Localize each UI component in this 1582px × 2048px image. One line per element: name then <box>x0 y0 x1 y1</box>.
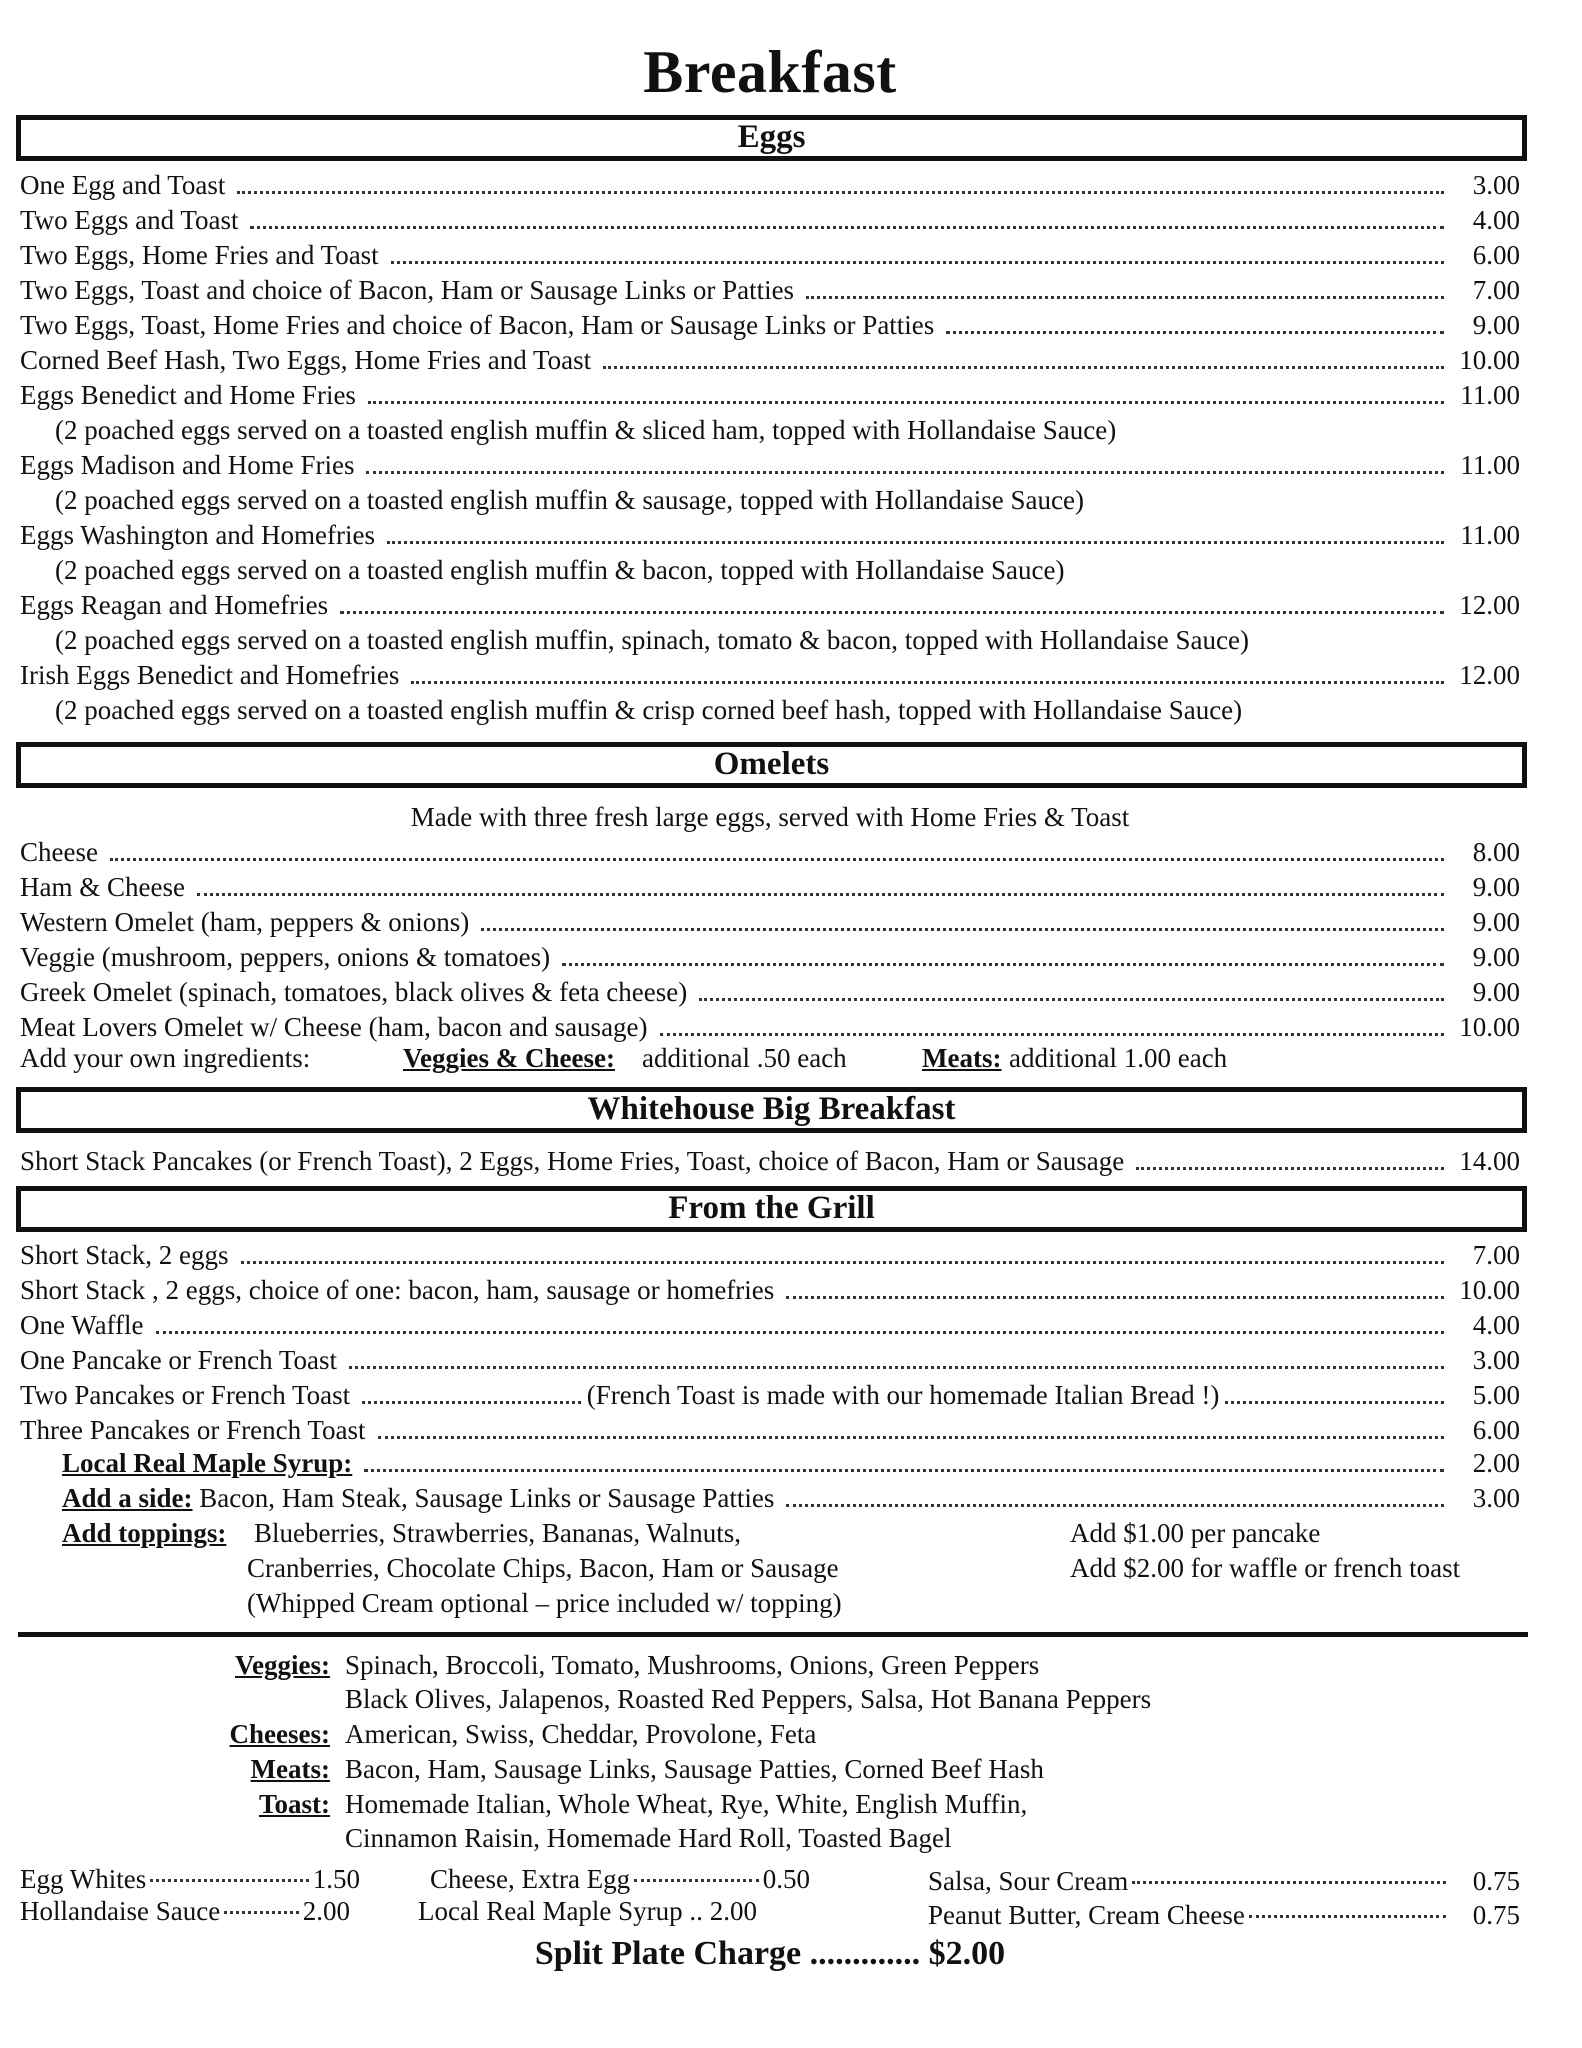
item-price: 9.00 <box>1472 310 1520 340</box>
leader-dots <box>699 997 1444 1001</box>
leader-dots <box>1132 1880 1446 1884</box>
item-price: 9.00 <box>1472 942 1520 972</box>
veggies-cheese-price: additional .50 each <box>642 1043 847 1073</box>
leader-dots <box>156 1330 1444 1334</box>
leader-dots <box>364 1468 1444 1472</box>
item-name: Corned Beef Hash, Two Eggs, Home Fries and Toast <box>20 345 592 375</box>
item-name: Eggs Benedict and Home Fries <box>20 380 356 410</box>
item-price: 4.00 <box>1472 1310 1520 1340</box>
leader-dots <box>110 857 1444 861</box>
extra-name: Peanut Butter, Cream Cheese <box>928 1900 1245 1930</box>
leader-dots <box>150 1878 309 1882</box>
extra-price: 2.00 <box>302 1896 350 1926</box>
menu-item <box>20 275 1520 307</box>
legend-toast-line-2: Cinnamon Raisin, Homemade Hard Roll, Toasted Bagel <box>345 1823 952 1853</box>
omelets-header: Omelets <box>16 742 1527 788</box>
menu-item <box>20 520 1520 552</box>
leader-dots <box>378 1435 1445 1439</box>
item-name: Irish Eggs Benedict and Homefries <box>20 660 400 690</box>
item-name: Two Eggs, Toast, Home Fries and choice of Bacon, Ham or Sausage Links or Patties <box>20 310 935 340</box>
extra-egg-whites <box>20 1864 360 1895</box>
item-name: Short Stack Pancakes (or French Toast), 2 Eggs, Home Fries, Toast, choice of Bacon, Ham or Sausage <box>20 1146 1125 1176</box>
legend-veggies-label: Veggies: <box>235 1650 330 1680</box>
menu-item <box>20 872 1520 904</box>
menu-item <box>20 977 1520 1009</box>
item-price: 12.00 <box>1459 660 1520 690</box>
item-price: 10.00 <box>1459 345 1520 375</box>
item-name: Veggie (mushroom, peppers, onions & tomatoes) <box>20 942 551 972</box>
item-price: 11.00 <box>1460 520 1520 550</box>
legend-veggies-line-1: Spinach, Broccoli, Tomato, Mushrooms, Onions, Green Peppers <box>345 1650 1040 1680</box>
add-side-row <box>62 1483 1520 1515</box>
extra-price: 0.75 <box>1472 1900 1520 1930</box>
item-description: (2 poached eggs served on a toasted english muffin, spinach, tomato & bacon, topped with Hollandaise Sauce) <box>55 625 1249 655</box>
add-side-text: Bacon, Ham Steak, Sausage Links or Sausage Patties <box>199 1483 775 1513</box>
item-name: Two Eggs, Home Fries and Toast <box>20 240 379 270</box>
item-description: (2 poached eggs served on a toasted english muffin & bacon, topped with Hollandaise Sauce) <box>55 555 1065 585</box>
leader-dots <box>1225 1400 1444 1404</box>
leader-dots <box>366 470 1444 474</box>
item-name: Two Eggs, Toast and choice of Bacon, Ham or Sausage Links or Patties <box>20 275 795 305</box>
leader-dots <box>387 540 1444 544</box>
leader-dots <box>250 225 1444 229</box>
menu-item <box>20 660 1520 692</box>
item-name: Short Stack, 2 eggs <box>20 1240 229 1270</box>
item-price: 10.00 <box>1459 1012 1520 1042</box>
veggies-cheese-label: Veggies & Cheese: <box>403 1043 615 1073</box>
item-name: Two Pancakes or French Toast <box>20 1380 351 1410</box>
item-price: 3.00 <box>1472 1345 1520 1375</box>
leader-dots <box>368 400 1444 404</box>
item-price: 9.00 <box>1472 907 1520 937</box>
item-note: (French Toast is made with our homemade Italian Bread !) <box>586 1380 1220 1410</box>
menu-item <box>20 590 1520 622</box>
maple-syrup-label: Local Real Maple Syrup: <box>62 1448 353 1478</box>
item-price: 11.00 <box>1460 380 1520 410</box>
item-name: Eggs Madison and Home Fries <box>20 450 355 480</box>
extra-name: Egg Whites <box>20 1864 147 1894</box>
add-side-label: Add a side: <box>62 1483 193 1513</box>
item-name: One Waffle <box>20 1310 144 1340</box>
leader-dots <box>481 927 1444 931</box>
menu-item <box>20 380 1520 412</box>
leader-dots <box>362 1400 581 1404</box>
menu-item <box>20 1345 1520 1377</box>
extra-maple <box>418 1896 757 1927</box>
leader-dots <box>786 1295 1444 1299</box>
item-price: 9.00 <box>1472 872 1520 902</box>
toppings-line-2: Cranberries, Chocolate Chips, Bacon, Ham or Sausage <box>247 1553 839 1583</box>
item-price: 14.00 <box>1459 1146 1520 1176</box>
item-price: 6.00 <box>1472 1415 1520 1445</box>
extra-price: 0.50 <box>762 1864 810 1894</box>
leader-dots <box>411 680 1444 684</box>
legend-toast-label: Toast: <box>258 1789 330 1819</box>
item-price: 5.00 <box>1472 1380 1521 1410</box>
leader-dots <box>1249 1914 1446 1918</box>
eggs-header: Eggs <box>16 115 1527 161</box>
legend-veggies-line-2: Black Olives, Jalapenos, Roasted Red Peppers, Salsa, Hot Banana Peppers <box>345 1684 1152 1714</box>
divider-rule <box>18 1632 1528 1637</box>
leader-dots <box>806 295 1444 299</box>
item-price: 6.00 <box>1472 240 1520 270</box>
legend-cheeses-label: Cheeses: <box>229 1719 330 1749</box>
item-name: Two Eggs and Toast <box>20 205 239 235</box>
menu-item <box>20 1275 1520 1307</box>
item-name: One Egg and Toast <box>20 170 226 200</box>
maple-syrup-row <box>62 1448 1520 1480</box>
menu-item <box>20 345 1520 377</box>
extra-name: Salsa, Sour Cream <box>928 1866 1129 1896</box>
item-price: 4.00 <box>1472 205 1520 235</box>
leader-dots <box>1136 1166 1444 1170</box>
menu-item <box>20 837 1520 869</box>
leader-dots <box>391 260 1444 264</box>
menu-title: Breakfast <box>643 39 897 105</box>
leader-dots <box>634 1878 759 1882</box>
leader-dots <box>349 1365 1444 1369</box>
menu-item <box>20 1310 1520 1342</box>
item-name: Eggs Washington and Homefries <box>20 520 376 550</box>
extra-cheese-egg <box>430 1864 810 1895</box>
toppings-line-3: (Whipped Cream optional – price included w/ topping) <box>247 1588 842 1618</box>
item-description: (2 poached eggs served on a toasted english muffin & sausage, topped with Hollandaise Sauce) <box>55 485 1084 515</box>
item-name: Ham & Cheese <box>20 872 185 902</box>
item-name: Western Omelet (ham, peppers & onions) <box>20 907 470 937</box>
extra-peanut <box>928 1900 1520 1931</box>
leader-dots <box>237 190 1444 194</box>
toppings-price-pancake: Add $1.00 per pancake <box>1070 1518 1321 1548</box>
item-name: Meat Lovers Omelet w/ Cheese (ham, bacon and sausage) <box>20 1012 648 1042</box>
extra-price: 1.50 <box>312 1864 360 1894</box>
item-price: 7.00 <box>1472 1240 1520 1270</box>
menu-item <box>20 942 1520 974</box>
menu-item <box>20 450 1520 482</box>
menu-item <box>20 310 1520 342</box>
extra-name: Local Real Maple Syrup .. <box>418 1896 703 1926</box>
item-price: 7.00 <box>1472 275 1520 305</box>
item-description: (2 poached eggs served on a toasted english muffin & crisp corned beef hash, topped with Hollandaise Sauce) <box>55 695 1243 725</box>
item-price: 10.00 <box>1459 1275 1520 1305</box>
add-side-price: 3.00 <box>1472 1483 1520 1513</box>
item-name: Cheese <box>20 837 98 867</box>
leader-dots <box>660 1032 1444 1036</box>
split-plate-charge: Split Plate Charge ............. $2.00 <box>534 1935 1006 1972</box>
leader-dots <box>197 892 1444 896</box>
menu-item <box>20 1415 1520 1447</box>
item-name: One Pancake or French Toast <box>20 1345 338 1375</box>
menu-item <box>20 240 1520 272</box>
legend-cheeses-text: American, Swiss, Cheddar, Provolone, Feta <box>345 1719 817 1749</box>
item-price: 8.00 <box>1472 837 1520 867</box>
item-price: 11.00 <box>1460 450 1520 480</box>
grill-header: From the Grill <box>16 1186 1527 1232</box>
leader-dots <box>340 610 1444 614</box>
add-own-label: Add your own ingredients: <box>20 1043 311 1073</box>
extra-name: Cheese, Extra Egg <box>430 1864 631 1894</box>
toppings-line-1: Blueberries, Strawberries, Bananas, Walnuts, <box>254 1518 741 1548</box>
add-side <box>62 1483 780 1514</box>
big-breakfast-header: Whitehouse Big Breakfast <box>16 1087 1527 1133</box>
extra-name: Hollandaise Sauce <box>20 1896 221 1926</box>
menu-item <box>20 205 1520 237</box>
add-toppings-label: Add toppings: <box>62 1518 227 1548</box>
menu-item <box>20 907 1520 939</box>
menu-item <box>20 1012 1520 1044</box>
menu-item <box>20 1380 1520 1412</box>
menu-item <box>20 170 1520 202</box>
leader-dots <box>241 1260 1445 1264</box>
leader-dots <box>562 962 1444 966</box>
menu-item <box>20 1240 1520 1272</box>
item-name: Short Stack , 2 eggs, choice of one: bacon, ham, sausage or homefries <box>20 1275 775 1305</box>
item-price: 3.00 <box>1472 170 1520 200</box>
extra-price: 0.75 <box>1472 1866 1520 1896</box>
item-description: (2 poached eggs served on a toasted english muffin & sliced ham, topped with Hollandaise Sauce) <box>55 415 1117 445</box>
leader-dots <box>946 330 1444 334</box>
leader-dots <box>224 1910 299 1914</box>
item-name: Three Pancakes or French Toast <box>20 1415 366 1445</box>
omelets-subtitle: Made with three fresh large eggs, served with Home Fries & Toast <box>410 802 1130 832</box>
legend-toast-line-1: Homemade Italian, Whole Wheat, Rye, White, English Muffin, <box>345 1789 1028 1819</box>
meats-price: additional 1.00 each <box>1009 1043 1228 1073</box>
leader-dots <box>786 1503 1444 1507</box>
big-breakfast-item <box>20 1146 1520 1178</box>
item-name: Greek Omelet (spinach, tomatoes, black olives & feta cheese) <box>20 977 688 1007</box>
meats-label: Meats: <box>922 1043 1002 1073</box>
item-price: 9.00 <box>1472 977 1520 1007</box>
maple-syrup-price: 2.00 <box>1472 1448 1520 1478</box>
legend-meats-label: Meats: <box>250 1754 330 1784</box>
item-price: 12.00 <box>1459 590 1520 620</box>
legend-meats-text: Bacon, Ham, Sausage Links, Sausage Patties, Corned Beef Hash <box>345 1754 1044 1784</box>
item-name: Eggs Reagan and Homefries <box>20 590 329 620</box>
extra-price: 2.00 <box>709 1896 757 1926</box>
leader-dots <box>603 365 1444 369</box>
toppings-price-waffle: Add $2.00 for waffle or french toast <box>1070 1553 1461 1583</box>
extra-hollandaise <box>20 1896 350 1927</box>
extra-salsa <box>928 1866 1520 1897</box>
